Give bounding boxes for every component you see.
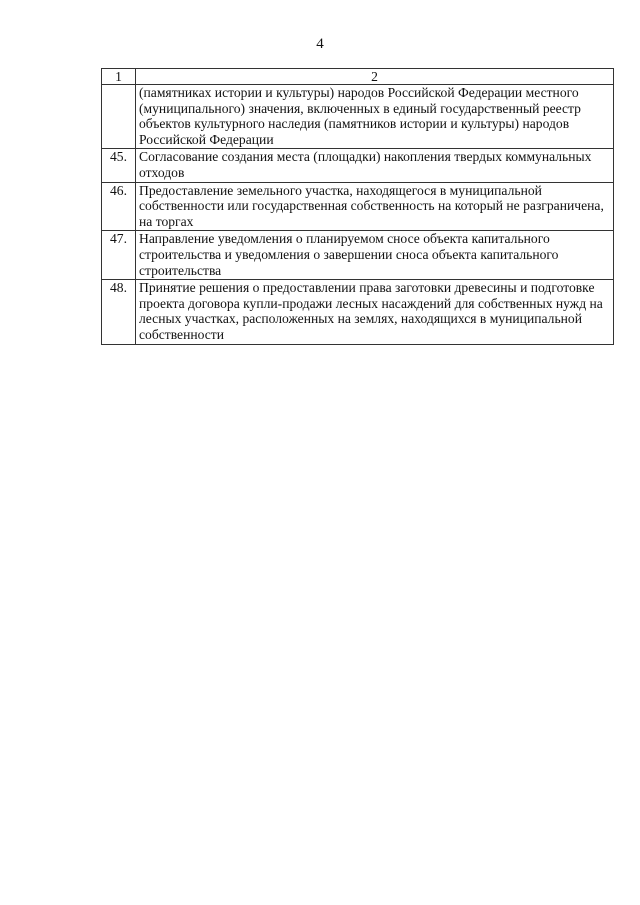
row-number: 46.: [102, 182, 136, 231]
table-row: [102, 85, 614, 149]
row-text: Направление уведомления о планируемом сносе объекта капитального строительства и уведомления о завершении сноса объекта капитального строительства: [136, 231, 614, 280]
row-text: (памятниках истории и культуры) народов Российской Федерации местного (муниципального) значения, включенных в единый государственный реестр объектов культурного наследия (памятников истории и культуры) народов Российской Федерации: [136, 85, 614, 149]
row-text: Предоставление земельного участка, находящегося в муниципальной собственности или государственная собственность на который не разграничена, на торгах: [136, 182, 614, 231]
row-text: Согласование создания места (площадки) накопления твердых коммунальных отходов: [136, 149, 614, 182]
row-number: 47.: [102, 231, 136, 280]
page-number: 4: [316, 36, 324, 52]
table-header-row: [102, 69, 614, 85]
table-row: [102, 231, 614, 280]
table-row: [102, 280, 614, 344]
header-column-number: 1: [102, 69, 136, 85]
services-table: [101, 68, 614, 345]
header-column-name: 2: [136, 69, 614, 85]
table-row: [102, 182, 614, 231]
row-text: Принятие решения о предоставлении права заготовки древесины и подготовке проекта договора купли-продажи лесных насаждений для собственных нужд на лесных участках, расположенных на землях, находящихся в муниципальной собственности: [136, 280, 614, 344]
table-row: [102, 149, 614, 182]
row-number: 45.: [102, 149, 136, 182]
row-number: [102, 85, 136, 149]
row-number: 48.: [102, 280, 136, 344]
